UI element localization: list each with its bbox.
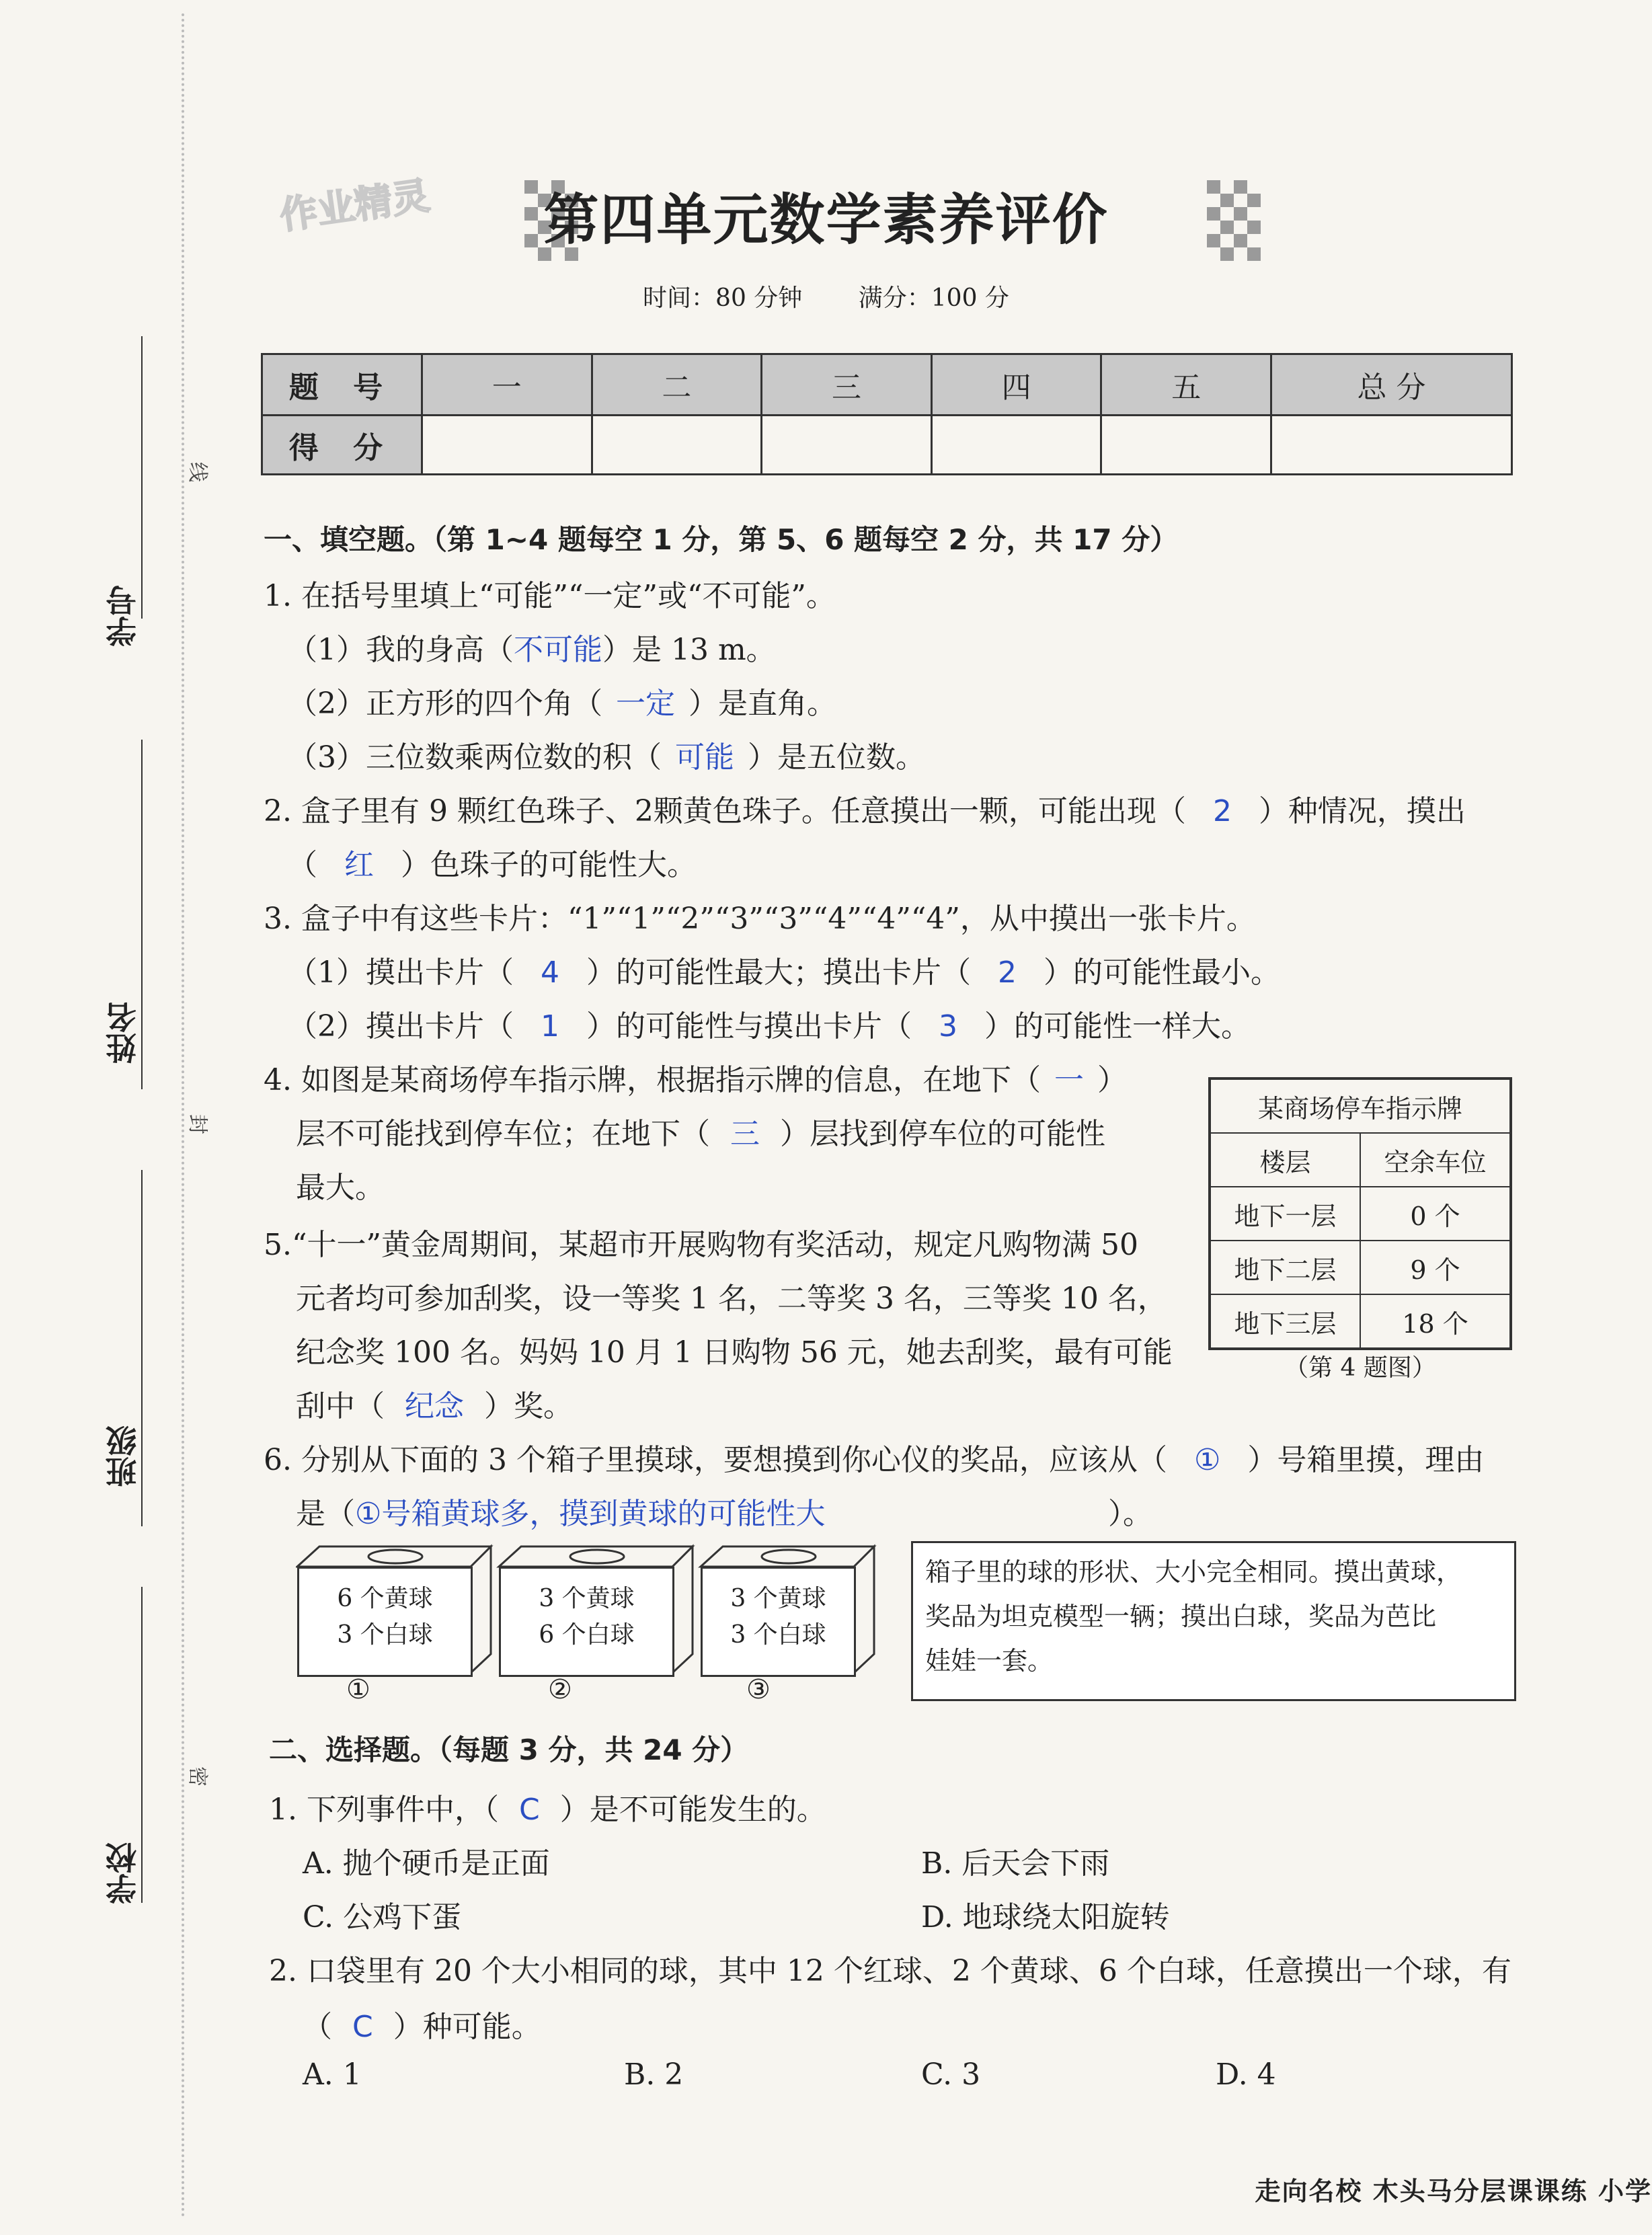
score-cell[interactable] [931,416,1101,475]
text: ）是直角。 [689,687,836,721]
question-number-header: 题 号 [262,354,422,416]
text: ）号箱里摸，理由 [1247,1443,1485,1477]
text: ）层找到停车位的可能性 [780,1117,1105,1151]
option-d: D. 地球绕太阳旋转 [921,1900,1170,1934]
answer: C [518,1793,540,1827]
question-2-1 [269,1785,826,1828]
question-1-4 [264,1056,1127,1099]
parking-spaces: 0 个 [1360,1187,1511,1241]
parking-floor: 地下二层 [1210,1241,1360,1294]
answer: 2 [998,955,1017,990]
watermark: 作业精灵 [277,173,433,239]
answer: ① [1193,1443,1221,1477]
text: ）色珠子的可能性大。 [401,848,697,882]
answer: 1 [541,1009,559,1044]
option-a: A. 抛个硬币是正面 [303,1846,550,1881]
question-1-5-a: 5.“十一”黄金周期间，某超市开展购物有奖活动，规定凡购物满 50 [264,1228,1138,1262]
section1-heading: 一、填空题。（第 1~4 题每空 1 分，第 5、6 题每空 2 分，共 17 分） [264,523,1179,556]
parking-floor: 地下三层 [1210,1294,1360,1349]
answer: 不可能 [514,633,602,667]
question-1-2-cont [288,840,697,884]
text: （3）三位数乘两位数的积（ [288,740,662,775]
answer: 一 [1054,1063,1084,1097]
col-5: 五 [1101,354,1271,416]
col-total: 总 分 [1271,354,1512,416]
full-score: 满分：100 分 [858,284,1009,312]
answer: 3 [939,1009,957,1044]
option-b: B. 后天会下雨 [921,1846,1110,1881]
box-content [501,1581,672,1653]
question-1-6 [264,1436,1484,1479]
text: ）奖。 [484,1389,573,1423]
question-1-5-b: 元者均可参加刮奖，设一等奖 1 名，二等奖 3 名，三等奖 10 名， [296,1282,1167,1316]
text: ）是五位数。 [748,740,925,775]
answer: 一定 [616,687,675,721]
question-1-4-cont [296,1109,1105,1152]
question-1-6-cont [296,1489,1152,1532]
box-white-count: 3 个白球 [730,1621,826,1649]
prize-note-box [911,1541,1516,1701]
text: 1. 下列事件中，（ [269,1793,499,1827]
parking-header-spaces: 空余车位 [1360,1133,1511,1187]
text: ）的可能性最小。 [1044,955,1280,990]
text: 是（ [296,1497,355,1531]
score-cell[interactable] [592,416,762,475]
ball-box-1 [297,1567,473,1677]
question-1-3: 3. 盒子中有这些卡片：“1”“1”“2”“3”“3”“4”“4”“4”，从中摸出一张卡片。 [264,902,1256,936]
parking-header-floor: 楼层 [1210,1133,1360,1187]
school-label: 学校 [105,1842,141,1904]
box-3-hole [762,1550,816,1563]
box-yellow-count: 3 个黄球 [730,1585,826,1612]
ball-box-2 [499,1567,674,1677]
class-label: 班级 [105,1425,141,1487]
text: 4. 如图是某商场停车指示牌，根据指示牌的信息，在地下（ [264,1063,1041,1097]
option-a: A. 1 [303,2057,362,2092]
question-1-2 [264,787,1466,830]
time-limit: 时间：80 分钟 [643,284,803,312]
text: ）的可能性最大；摸出卡片（ [586,955,971,990]
box-label-3: ③ [746,1674,771,1705]
text: （ [288,848,317,882]
box-white-count: 6 个白球 [539,1621,635,1649]
box-yellow-count: 6 个黄球 [337,1585,433,1612]
question-1-1-part2 [288,679,836,722]
box-content [299,1581,471,1653]
section2-heading: 二、选择题。（每题 3 分，共 24 分） [269,1733,749,1766]
answer: 纪念 [405,1389,464,1423]
answer: 红 [344,848,374,882]
question-1-1: 1. 在括号里填上“可能”“一定”或“不可能”。 [264,579,836,613]
option-d: D. 4 [1216,2057,1276,2092]
col-2: 二 [592,354,762,416]
seal-char-secret: 密 [186,1766,209,1787]
question-2-2: 2. 口袋里有 20 个大小相同的球，其中 12 个红球、2 个黄球、6 个白球，任意摸出一个球，有 [269,1954,1511,1988]
box-2-hole [570,1550,624,1563]
text: ）的可能性与摸出卡片（ [586,1009,912,1044]
student-id-line [141,336,143,619]
student-id-label: 学号 [105,585,141,647]
parking-floor: 地下一层 [1210,1187,1360,1241]
seal-char-seal: 封 [186,1114,209,1134]
parking-spaces: 9 个 [1360,1241,1511,1294]
box-label-2: ② [548,1674,572,1705]
answer: 4 [541,955,559,990]
question-1-3-part2 [288,1002,1251,1045]
page-title: 第四单元数学素养评价 [543,188,1109,252]
text: ）的可能性一样大。 [984,1009,1251,1044]
score-cell[interactable] [1271,416,1512,475]
score-row-header: 得 分 [262,416,422,475]
score-cell[interactable] [762,416,932,475]
exam-info [0,279,1652,313]
box-white-count: 3 个白球 [337,1621,433,1649]
parking-spaces: 18 个 [1360,1294,1511,1349]
col-1: 一 [422,354,592,416]
option-c: C. 公鸡下蛋 [303,1900,462,1934]
text: ）是 13 m。 [602,633,776,667]
score-cell[interactable] [422,416,592,475]
parking-sign-table [1208,1077,1512,1350]
question-2-2-cont [303,2002,541,2045]
text: ）种可能。 [393,2010,541,2044]
binding-dotted-line [182,13,184,2219]
text: （1）摸出卡片（ [288,955,514,990]
note-line: 娃娃一套。 [925,1646,1054,1676]
question-1-3-part1 [288,948,1280,991]
text: ） [1097,1063,1127,1097]
answer: C [352,2010,373,2044]
parking-sign-caption: （第 4 题图） [1284,1354,1436,1382]
answer: 2 [1212,794,1232,828]
question-1-5-d [296,1382,573,1425]
seal-char-line: 线 [186,462,209,482]
note-line: 奖品为坦克模型一辆；摸出白球，奖品为芭比 [925,1602,1437,1631]
text: （2）摸出卡片（ [288,1009,514,1044]
question-1-1-part1 [288,625,776,668]
box-label-1: ① [346,1674,370,1705]
ball-box-3 [701,1567,856,1677]
note-line: 箱子里的球的形状、大小完全相同。摸出黄球， [925,1557,1462,1587]
option-c: C. 3 [921,2057,981,2092]
option-b: B. 2 [624,2057,684,2092]
text: 层不可能找到停车位；在地下（ [296,1117,710,1151]
text: 刮中（ [296,1389,385,1423]
text: 6. 分别从下面的 3 个箱子里摸球，要想摸到你心仪的奖品，应该从（ [264,1443,1167,1477]
box-1-hole [368,1550,422,1563]
text: ）。 [1108,1497,1152,1531]
text: （1）我的身高（ [288,633,514,667]
col-3: 三 [762,354,932,416]
score-table [261,353,1513,475]
name-label: 姓名 [105,1002,141,1064]
box-yellow-count: 3 个黄球 [539,1585,635,1612]
question-1-4-end: 最大。 [296,1171,385,1205]
question-1-1-part3 [288,733,925,776]
question-1-5-c: 纪念奖 100 名。妈妈 10 月 1 日购物 56 元，她去刮奖，最有可能 [296,1335,1173,1370]
parking-sign-title: 某商场停车指示牌 [1210,1079,1511,1133]
answer: ①号箱黄球多，摸到黄球的可能性大 [355,1497,826,1531]
score-cell[interactable] [1101,416,1271,475]
text: ）是不可能发生的。 [559,1793,826,1827]
col-4: 四 [931,354,1101,416]
text: ）种情况，摸出 [1258,794,1466,828]
text: 2. 盒子里有 9 颗红色珠子、2颗黄色珠子。任意摸出一颗，可能出现（ [264,794,1186,828]
box-content [703,1581,854,1653]
answer: 三 [730,1117,760,1151]
footer-brand: 走向名校 木头马分层课课练 小学 [1255,2177,1652,2206]
text: （ [303,2010,332,2044]
text: （2）正方形的四个角（ [288,687,602,721]
answer: 可能 [675,740,734,775]
